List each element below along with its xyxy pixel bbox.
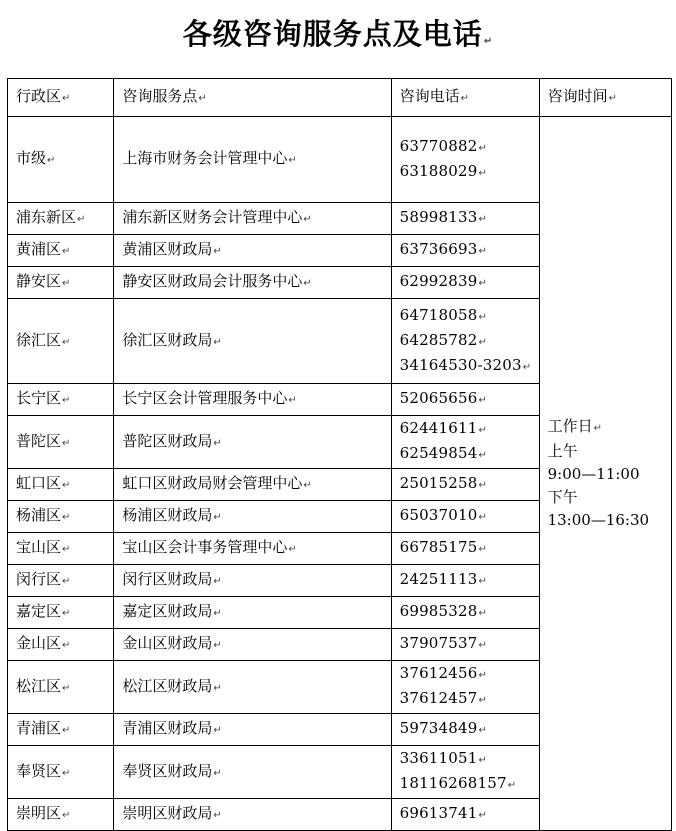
paragraph-mark-icon: ↵ (62, 512, 71, 523)
paragraph-mark-icon: ↵ (522, 361, 532, 373)
cell-phone (391, 799, 539, 831)
paragraph-mark-icon: ↵ (593, 423, 602, 434)
service-point-text: 普陀区财政局 (122, 431, 213, 450)
phone-number (400, 329, 539, 354)
phone-number-text: 18116268157 (399, 774, 507, 792)
phone-number-text: 62992839 (399, 272, 478, 290)
paragraph-mark-icon: ↵ (213, 810, 222, 821)
cell-service-point (114, 384, 391, 416)
paragraph-mark-icon: ↵ (478, 695, 488, 706)
cell-service-point (114, 714, 391, 746)
page-title-text: 各级咨询服务点及电话 (182, 17, 483, 51)
cell-district (8, 597, 114, 629)
cell-district (8, 746, 114, 799)
cell-service-point (114, 661, 391, 714)
service-point-text: 静安区财政局会计服务中心 (122, 272, 303, 290)
phone-number (400, 206, 539, 231)
cell-phone (391, 501, 539, 533)
phone-number (400, 417, 539, 442)
cell-phone (391, 235, 539, 267)
cell-phone (391, 661, 539, 714)
district-text: 崇明区 (16, 804, 62, 822)
cell-phone (391, 714, 539, 746)
paragraph-mark-icon: ↵ (478, 214, 488, 225)
phone-number-text: 59734849 (399, 719, 478, 737)
cell-district (8, 117, 114, 203)
paragraph-mark-icon: ↵ (62, 395, 71, 406)
cell-service-point (114, 629, 391, 661)
cell-service-point (114, 501, 391, 533)
district-text: 普陀区 (16, 431, 62, 450)
paragraph-mark-icon: ↵ (198, 93, 207, 104)
phone-number (400, 504, 539, 529)
cell-phone (391, 597, 539, 629)
cell-district (8, 629, 114, 661)
paragraph-mark-icon: ↵ (478, 246, 488, 257)
phone-number-text: 62549854 (399, 444, 478, 462)
paragraph-mark-icon: ↵ (62, 544, 71, 555)
cell-district (8, 299, 114, 384)
page-title (0, 14, 676, 62)
cell-phone (391, 267, 539, 299)
paragraph-mark-icon: ↵ (478, 311, 488, 323)
hours-line1 (548, 415, 671, 440)
service-point-text: 浦东新区财务会计管理中心 (122, 208, 303, 226)
district-text: 虹口区 (16, 474, 62, 492)
district-text: 杨浦区 (16, 506, 62, 524)
paragraph-mark-icon: ↵ (213, 512, 222, 523)
cell-district (8, 267, 114, 299)
paragraph-mark-icon: ↵ (213, 640, 222, 651)
phone-number (400, 662, 539, 687)
table-header-row (8, 79, 672, 117)
cell-phone (391, 117, 539, 203)
paragraph-mark-icon: ↵ (62, 640, 71, 651)
phone-number-text: 34164530-3203 (399, 355, 522, 374)
district-text: 市级 (16, 149, 47, 167)
cell-service-point (114, 299, 391, 384)
service-point-text: 松江区财政局 (122, 676, 213, 695)
paragraph-mark-icon: ↵ (62, 810, 71, 821)
paragraph-mark-icon: ↵ (213, 767, 222, 779)
phone-number-text: 63736693 (399, 240, 478, 258)
cell-phone (391, 416, 539, 469)
paragraph-mark-icon: ↵ (62, 682, 71, 694)
cell-district (8, 714, 114, 746)
phone-number-text: 63188029 (399, 161, 478, 180)
phone-number (400, 536, 539, 561)
paragraph-mark-icon: ↵ (288, 155, 297, 166)
phone-number (400, 304, 539, 329)
cell-district (8, 235, 114, 267)
district-text: 静安区 (16, 272, 62, 290)
phone-number-text: 37612457 (399, 689, 478, 707)
paragraph-mark-icon: ↵ (213, 725, 222, 736)
cell-phone (391, 629, 539, 661)
paragraph-mark-icon: ↵ (62, 93, 71, 104)
paragraph-mark-icon: ↵ (213, 608, 222, 619)
district-text: 徐汇区 (16, 330, 62, 349)
service-point-text: 奉贤区财政局 (122, 761, 213, 780)
paragraph-mark-icon: ↵ (62, 608, 71, 619)
table-body (8, 117, 672, 831)
header-service-point-label: 咨询服务点 (122, 87, 198, 105)
phone-number-text: 24251113 (399, 570, 478, 588)
phone-number (400, 442, 539, 467)
phone-number-text: 52065656 (399, 389, 478, 407)
phone-number (400, 160, 539, 185)
hours-line5 (548, 509, 671, 532)
service-point-text: 嘉定区财政局 (122, 602, 213, 620)
phone-number (400, 135, 539, 160)
consultation-table (7, 78, 672, 831)
paragraph-mark-icon: ↵ (77, 214, 86, 225)
paragraph-mark-icon: ↵ (62, 246, 71, 257)
phone-number-text: 63770882 (399, 136, 478, 155)
paragraph-mark-icon: ↵ (62, 576, 71, 587)
paragraph-mark-icon: ↵ (213, 336, 222, 348)
service-point-text: 闵行区财政局 (122, 570, 213, 588)
cell-district (8, 203, 114, 235)
phone-number (400, 687, 539, 712)
phone-number (400, 632, 539, 657)
cell-district (8, 384, 114, 416)
phone-number-text: 37612456 (399, 664, 478, 682)
cell-service-point (114, 469, 391, 501)
cell-phone (391, 203, 539, 235)
cell-service-point (114, 533, 391, 565)
cell-district (8, 416, 114, 469)
paragraph-mark-icon: ↵ (478, 810, 488, 821)
paragraph-mark-icon: ↵ (288, 395, 297, 406)
cell-district (8, 565, 114, 597)
phone-number (400, 568, 539, 593)
paragraph-mark-icon: ↵ (478, 608, 488, 619)
service-point-text: 上海市财务会计管理中心 (122, 149, 288, 167)
paragraph-mark-icon: ↵ (303, 480, 312, 491)
hours-line2 (548, 440, 671, 463)
hours-text: 13:00—16:30 (547, 511, 650, 529)
cell-service-point (114, 235, 391, 267)
paragraph-mark-icon: ↵ (478, 450, 488, 461)
phone-number-text: 66785175 (399, 538, 478, 556)
paragraph-mark-icon: ↵ (62, 725, 71, 736)
service-point-text: 崇明区财政局 (122, 804, 213, 822)
cell-phone (391, 469, 539, 501)
paragraph-mark-icon: ↵ (478, 576, 488, 587)
phone-number-text: 62441611 (399, 419, 478, 437)
phone-number (400, 600, 539, 625)
paragraph-mark-icon: ↵ (213, 576, 222, 587)
paragraph-mark-icon: ↵ (62, 336, 71, 348)
paragraph-mark-icon: ↵ (478, 725, 488, 736)
cell-service-point (114, 416, 391, 469)
service-point-text: 青浦区财政局 (122, 719, 213, 737)
header-service-point (114, 79, 391, 117)
service-point-text: 金山区财政局 (122, 634, 213, 652)
header-district-label: 行政区 (16, 87, 62, 105)
phone-number (400, 802, 539, 827)
district-text: 奉贤区 (16, 761, 62, 780)
paragraph-mark-icon: ↵ (483, 36, 494, 47)
paragraph-mark-icon: ↵ (608, 93, 617, 104)
phone-number (400, 772, 539, 797)
cell-phone (391, 533, 539, 565)
paragraph-mark-icon: ↵ (213, 246, 222, 257)
phone-number-text: 58998133 (399, 208, 478, 226)
district-text: 青浦区 (16, 719, 62, 737)
phone-number (400, 747, 539, 772)
paragraph-mark-icon: ↵ (478, 142, 488, 154)
paragraph-mark-icon: ↵ (478, 670, 488, 681)
header-hours (539, 79, 671, 117)
header-phone (391, 79, 539, 117)
cell-service-point (114, 203, 391, 235)
paragraph-mark-icon: ↵ (62, 480, 71, 491)
cell-service-point (114, 267, 391, 299)
header-hours-label: 咨询时间 (547, 87, 608, 105)
phone-number-text: 64718058 (399, 305, 478, 324)
cell-service-point (114, 597, 391, 629)
paragraph-mark-icon: ↵ (478, 544, 488, 555)
paragraph-mark-icon: ↵ (478, 512, 488, 523)
phone-number-text: 65037010 (399, 506, 478, 524)
phone-number-text: 25015258 (399, 474, 478, 492)
service-point-text: 长宁区会计管理服务中心 (122, 389, 288, 407)
paragraph-mark-icon: ↵ (62, 278, 71, 289)
phone-number (400, 387, 539, 412)
paragraph-mark-icon: ↵ (478, 336, 488, 348)
cell-district (8, 533, 114, 565)
phone-number-text: 37907537 (399, 634, 478, 652)
service-point-text: 徐汇区财政局 (122, 330, 213, 349)
paragraph-mark-icon: ↵ (478, 395, 488, 406)
paragraph-mark-icon: ↵ (288, 544, 297, 555)
paragraph-mark-icon: ↵ (303, 214, 312, 225)
hours-line3 (548, 463, 671, 486)
paragraph-mark-icon: ↵ (47, 155, 56, 166)
service-point-text: 宝山区会计事务管理中心 (122, 538, 288, 556)
phone-number (400, 354, 539, 379)
cell-district (8, 661, 114, 714)
phone-number (400, 472, 539, 497)
hours-line4 (548, 486, 671, 509)
phone-number-text: 33611051 (399, 749, 478, 767)
cell-phone (391, 565, 539, 597)
phone-number (400, 238, 539, 263)
phone-number-text: 69985328 (399, 602, 478, 620)
paragraph-mark-icon: ↵ (478, 278, 488, 289)
paragraph-mark-icon: ↵ (507, 780, 517, 791)
header-district (8, 79, 114, 117)
cell-consultation-hours (539, 117, 671, 831)
district-text: 嘉定区 (16, 602, 62, 620)
paragraph-mark-icon: ↵ (213, 437, 222, 449)
district-text: 闵行区 (16, 570, 62, 588)
paragraph-mark-icon: ↵ (213, 682, 222, 694)
district-text: 宝山区 (16, 538, 62, 556)
hours-text: 上午 (547, 442, 578, 460)
cell-district (8, 469, 114, 501)
cell-phone (391, 299, 539, 384)
phone-number (400, 717, 539, 742)
paragraph-mark-icon: ↵ (478, 425, 488, 436)
service-point-text: 杨浦区财政局 (122, 506, 213, 524)
service-point-text: 黄浦区财政局 (122, 240, 213, 258)
district-text: 黄浦区 (16, 240, 62, 258)
cell-service-point (114, 117, 391, 203)
paragraph-mark-icon: ↵ (478, 167, 488, 179)
cell-service-point (114, 799, 391, 831)
district-text: 浦东新区 (16, 208, 77, 226)
phone-number (400, 270, 539, 295)
paragraph-mark-icon: ↵ (478, 640, 488, 651)
hours-text: 工作日 (547, 417, 593, 435)
paragraph-mark-icon: ↵ (303, 278, 312, 289)
district-text: 金山区 (16, 634, 62, 652)
service-point-text: 虹口区财政局财会管理中心 (122, 474, 303, 492)
cell-service-point (114, 565, 391, 597)
paragraph-mark-icon: ↵ (478, 755, 488, 766)
hours-text: 9:00—11:00 (547, 465, 640, 483)
phone-number-text: 64285782 (399, 330, 478, 349)
cell-phone (391, 746, 539, 799)
phone-number-text: 69613741 (399, 804, 478, 822)
header-phone-label: 咨询电话 (399, 87, 460, 105)
cell-district (8, 501, 114, 533)
paragraph-mark-icon: ↵ (460, 93, 469, 104)
cell-phone (391, 384, 539, 416)
paragraph-mark-icon: ↵ (478, 480, 488, 491)
cell-service-point (114, 746, 391, 799)
district-text: 长宁区 (16, 389, 62, 407)
district-text: 松江区 (16, 676, 62, 695)
table-row (8, 117, 672, 203)
cell-district (8, 799, 114, 831)
paragraph-mark-icon: ↵ (62, 767, 71, 779)
paragraph-mark-icon: ↵ (62, 437, 71, 449)
hours-text: 下午 (547, 488, 578, 506)
